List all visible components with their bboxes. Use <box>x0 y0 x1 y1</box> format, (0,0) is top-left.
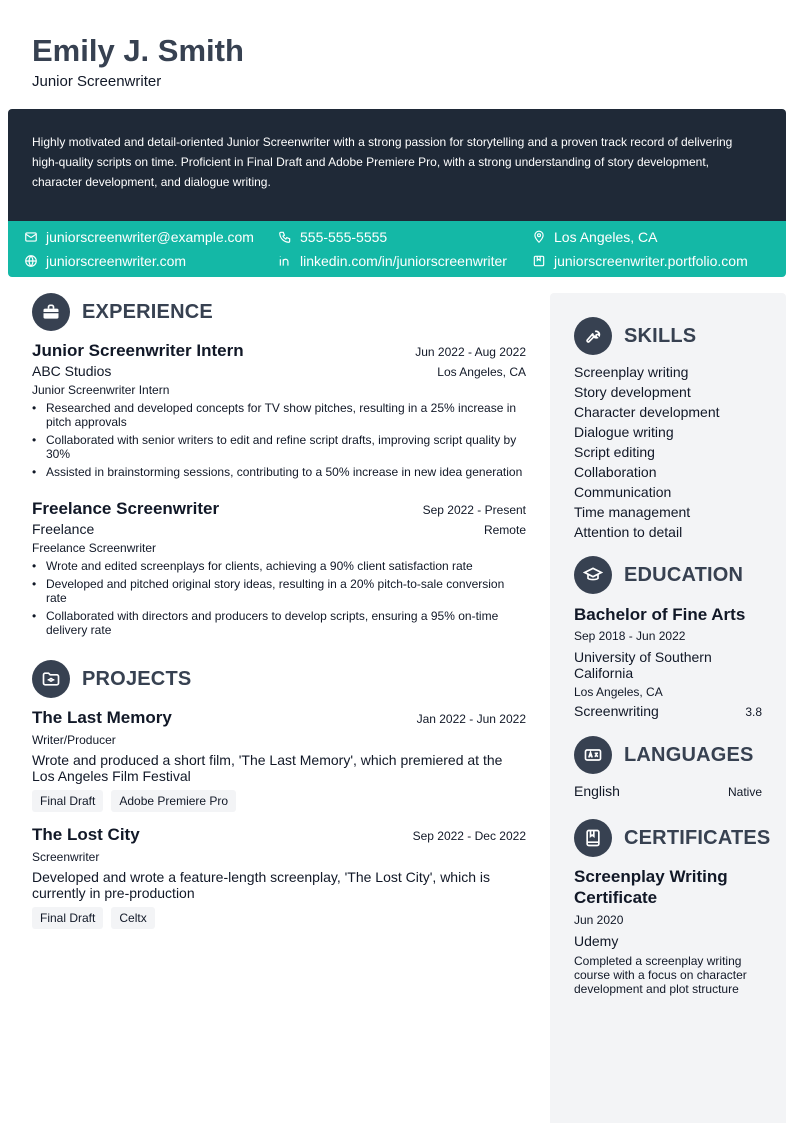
summary-text: Highly motivated and detail-oriented Junior Screenwriter with a strong passion for storytelling and a proven track record of delivering high-quality scripts on time. Proficient in Final Draft and Adobe Premiere Pro, with a strong understanding of story development, character development, and dialogue writing. <box>32 135 733 189</box>
project-tags <box>32 790 526 812</box>
language-item <box>574 783 762 799</box>
projects-title: PROJECTS <box>82 667 192 690</box>
project-role: Screenwriter <box>32 850 100 864</box>
project-role: Writer/Producer <box>32 733 116 747</box>
project-dates: Jan 2022 - Jun 2022 <box>416 712 526 726</box>
wrench-icon <box>574 317 612 355</box>
certificate-title: Screenplay Writing Certificate <box>574 867 728 907</box>
experience-title: EXPERIENCE <box>82 300 213 323</box>
skill-item: Attention to detail <box>574 524 683 540</box>
skill-item: Screenplay writing <box>574 364 689 380</box>
skill-item: Script editing <box>574 444 655 460</box>
resume-header <box>32 33 244 90</box>
languages-heading <box>574 736 754 774</box>
linkedin-icon <box>278 254 292 268</box>
skill-item: Character development <box>574 404 720 420</box>
candidate-role: Junior Screenwriter <box>32 73 162 90</box>
education-location: Los Angeles, CA <box>574 685 663 699</box>
project-tags <box>32 907 526 929</box>
contact-phone[interactable] <box>278 227 387 247</box>
job-bullet: • Wrote and edited screenplays for clients, achieving a 90% client satisfaction rate <box>32 559 526 573</box>
job-bullet: • Assisted in brainstorming sessions, contributing to a 50% increase in new idea generation <box>32 465 526 479</box>
skills-title: SKILLS <box>624 324 697 347</box>
location-text: Los Angeles, CA <box>554 229 658 245</box>
job-dates: Jun 2022 - Aug 2022 <box>415 345 526 359</box>
location-pin-icon <box>532 230 546 244</box>
job-company: Freelance <box>32 521 95 537</box>
skill-item: Story development <box>574 384 691 400</box>
job-bullets <box>32 559 526 637</box>
certificate-issuer: Udemy <box>574 933 619 949</box>
project-description: Developed and wrote a feature-length screenplay, 'The Lost City', which is currently in pre-production <box>32 869 490 901</box>
degree: Bachelor of Fine Arts <box>574 605 746 624</box>
book-icon <box>574 819 612 857</box>
languages-title: LANGUAGES <box>624 743 754 766</box>
job-location: Los Angeles, CA <box>437 365 526 379</box>
portfolio-text: juniorscreenwriter.portfolio.com <box>554 253 748 269</box>
education-item <box>574 604 762 719</box>
education-heading <box>574 556 743 594</box>
job-bullet: • Developed and pitched original story ideas, resulting in a 20% pitch-to-sale conversion rate <box>32 577 526 605</box>
phone-text: 555-555-5555 <box>300 229 388 245</box>
experience-item <box>32 341 526 483</box>
project-item <box>32 708 526 812</box>
project-dates: Sep 2022 - Dec 2022 <box>412 829 526 843</box>
mail-icon <box>24 230 38 244</box>
globe-icon <box>24 254 38 268</box>
contact-website[interactable] <box>24 251 186 271</box>
projects-heading <box>32 660 191 698</box>
project-tag: Celtx <box>111 907 154 929</box>
language-level: Native <box>727 785 762 799</box>
education-gpa: 3.8 <box>745 705 762 719</box>
folder-icon <box>32 660 70 698</box>
project-tag: Final Draft <box>32 790 103 812</box>
contact-linkedin[interactable] <box>278 251 507 271</box>
certificates-title: CERTIFICATES <box>624 826 771 849</box>
website-text: juniorscreenwriter.com <box>46 253 187 269</box>
graduation-cap-icon <box>574 556 612 594</box>
education-field: Screenwriting <box>574 703 659 719</box>
experience-heading <box>32 293 213 331</box>
certificate-item <box>574 866 762 996</box>
project-description: Wrote and produced a short film, 'The Last Memory', which premiered at the Los Angeles Film Festival <box>32 752 503 784</box>
contact-email[interactable] <box>24 227 254 247</box>
project-title: The Last Memory <box>32 708 172 727</box>
job-bullet: • Collaborated with senior writers to edit and refine script drafts, improving script quality by 30% <box>32 433 526 461</box>
project-tag: Final Draft <box>32 907 103 929</box>
summary-box <box>8 109 786 221</box>
job-bullet: • Researched and developed concepts for TV show pitches, resulting in a 25% increase in pitch approvals <box>32 401 526 429</box>
job-subtitle: Junior Screenwriter Intern <box>32 383 170 397</box>
certificates-heading <box>574 819 770 857</box>
phone-icon <box>278 230 292 244</box>
project-item <box>32 825 526 929</box>
project-tag: Adobe Premiere Pro <box>111 790 236 812</box>
linkedin-text: linkedin.com/in/juniorscreenwriter <box>300 253 507 269</box>
skills-heading <box>574 317 696 355</box>
contact-bar <box>8 221 786 277</box>
job-title: Junior Screenwriter Intern <box>32 341 244 360</box>
contact-portfolio[interactable] <box>532 251 748 271</box>
contact-location <box>532 227 658 247</box>
experience-item <box>32 499 526 641</box>
portfolio-icon <box>532 254 546 268</box>
job-location: Remote <box>483 523 526 537</box>
skill-item: Communication <box>574 484 672 500</box>
job-dates: Sep 2022 - Present <box>422 503 526 517</box>
job-subtitle: Freelance Screenwriter <box>32 541 157 555</box>
skill-item: Dialogue writing <box>574 424 674 440</box>
job-bullet: • Collaborated with directors and producers to develop scripts, ensuring a 95% on-time delivery rate <box>32 609 526 637</box>
skills-list <box>574 362 762 542</box>
job-bullets <box>32 401 526 479</box>
project-title: The Lost City <box>32 825 140 844</box>
education-title: EDUCATION <box>624 563 744 586</box>
skill-item: Time management <box>574 504 691 520</box>
language-name: English <box>574 783 620 799</box>
school: University of Southern California <box>574 649 712 681</box>
candidate-name: Emily J. Smith <box>32 33 244 68</box>
briefcase-icon <box>32 293 70 331</box>
job-company: ABC Studios <box>32 363 112 379</box>
email-text: juniorscreenwriter@example.com <box>46 229 254 245</box>
certificate-date: Jun 2020 <box>574 913 624 927</box>
translate-icon <box>574 736 612 774</box>
education-dates: Sep 2018 - Jun 2022 <box>574 629 686 643</box>
job-title: Freelance Screenwriter <box>32 499 220 518</box>
skill-item: Collaboration <box>574 464 657 480</box>
certificate-description: Completed a screenplay writing course with a focus on character development and plot structure <box>574 954 747 996</box>
